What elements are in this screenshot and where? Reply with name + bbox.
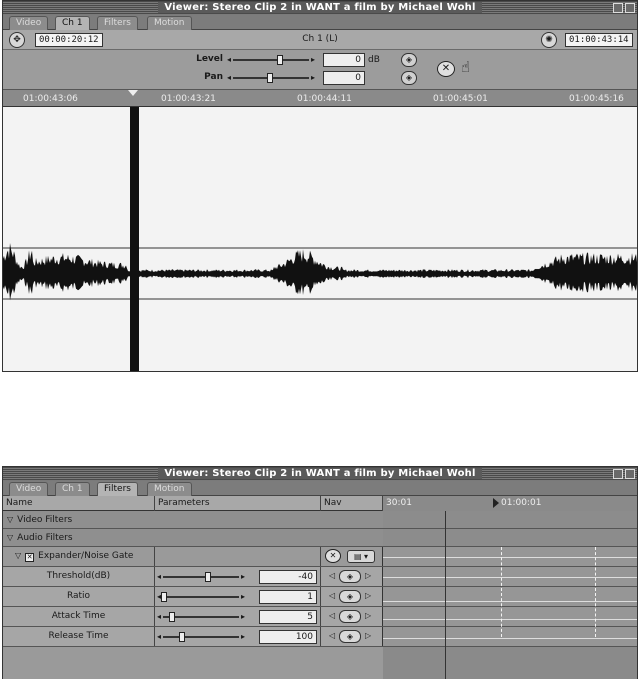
release-time-value-field[interactable]: 100 <box>259 630 317 644</box>
tab-video[interactable]: Video <box>9 482 48 496</box>
ruler-tick: 01:00:43:21 <box>161 94 216 104</box>
attack-time-value-field[interactable]: 5 <box>259 610 317 624</box>
out-point-marker <box>595 547 596 637</box>
ruler-tick: 01:00:45:16 <box>569 94 624 104</box>
channel-control-bar <box>3 30 637 50</box>
release-time-slider[interactable]: ◂ ▸ <box>157 632 245 641</box>
bottom-viewer-window <box>2 466 638 679</box>
level-slider[interactable] <box>227 54 315 66</box>
pan-increase-arrow[interactable]: ▸ <box>310 73 315 82</box>
parameter-name: Attack Time <box>3 607 155 626</box>
threshold-slider-thumb[interactable] <box>205 572 211 582</box>
level-decrease-arrow[interactable]: ◂ <box>227 55 232 64</box>
collapse-box-icon[interactable] <box>625 469 635 479</box>
top-viewer-titlebar[interactable] <box>3 1 637 15</box>
pan-label: Pan <box>204 72 223 82</box>
clock-icon: ✺ <box>541 32 557 48</box>
tab-filters[interactable]: Filters <box>97 482 138 496</box>
reset-filter-button[interactable]: ✕ <box>325 549 341 563</box>
timeline-tick: 01:00:01 <box>501 498 542 508</box>
bottom-viewer-titlebar[interactable] <box>3 467 637 481</box>
level-label: Level <box>196 54 223 64</box>
bottom-viewer-title: Viewer: Stereo Clip 2 in WANT a film by Michael Wohl <box>158 468 481 479</box>
level-value-field[interactable]: 0 <box>323 53 365 67</box>
audio-waveform-area[interactable] <box>3 107 637 372</box>
audio-filters-row[interactable] <box>3 529 383 547</box>
column-parameters[interactable]: Parameters <box>155 496 321 511</box>
disclosure-triangle-icon[interactable]: ▽ <box>7 515 14 524</box>
release-time-keyframe-button[interactable]: ◈ <box>339 630 361 643</box>
pan-value-field[interactable]: 0 <box>323 71 365 85</box>
column-nav[interactable]: Nav <box>321 496 383 511</box>
in-point-marker <box>501 547 502 637</box>
pan-keyframe-button[interactable]: ◈ <box>401 71 417 85</box>
attack-time-keyframe-button[interactable]: ◈ <box>339 610 361 623</box>
ratio-value-field[interactable]: 1 <box>259 590 317 604</box>
top-viewer-window <box>2 0 638 372</box>
top-tab-row <box>3 15 637 30</box>
attack-time-slider[interactable]: ◂ ▸ <box>157 612 245 621</box>
level-increase-arrow[interactable]: ▸ <box>310 55 315 64</box>
duration-timecode[interactable]: 00:00:20:12 <box>35 33 103 47</box>
pan-slider[interactable] <box>227 72 315 84</box>
attack-time-slider-thumb[interactable] <box>169 612 175 622</box>
ruler-tick: 01:00:44:11 <box>297 94 352 104</box>
filter-enabled-checkbox[interactable]: ✕ <box>26 553 33 561</box>
level-unit: dB <box>368 55 380 65</box>
filters-column-header <box>3 496 637 511</box>
video-filters-row[interactable] <box>3 511 383 529</box>
playhead-line <box>130 107 139 372</box>
pan-decrease-arrow[interactable]: ◂ <box>227 73 232 82</box>
disclosure-triangle-icon[interactable]: ▽ <box>15 551 22 560</box>
ruler-tick: 01:00:43:06 <box>23 94 78 104</box>
filters-playhead-line[interactable] <box>445 511 446 679</box>
audio-filters-label: Audio Filters <box>17 533 73 543</box>
reset-button[interactable]: ✕ <box>437 61 455 77</box>
tab-filters[interactable]: Filters <box>97 16 138 30</box>
parameter-row: Threshold(dB) ◂ ▸ -40 ◁ ◈ ▷ <box>3 567 383 587</box>
zoom-box-icon[interactable] <box>613 469 623 479</box>
filters-timeline-ruler[interactable] <box>383 496 638 511</box>
ratio-slider[interactable]: ◂ ▸ <box>157 592 245 601</box>
expander-filter-row[interactable] <box>3 547 383 567</box>
filter-name-label: Expander/Noise Gate <box>38 551 134 561</box>
release-time-slider-thumb[interactable] <box>179 632 185 642</box>
bottom-tab-row <box>3 481 637 496</box>
pan-slider-thumb[interactable] <box>267 73 273 83</box>
tab-ch1[interactable]: Ch 1 <box>55 16 90 30</box>
channel-label: Ch 1 (L) <box>302 34 338 44</box>
parameter-row: Release Time ◂ ▸ 100 ◁ ◈ ▷ <box>3 627 383 647</box>
tab-ch1[interactable]: Ch 1 <box>55 482 90 496</box>
parameter-name: Ratio <box>3 587 155 606</box>
parameter-name: Release Time <box>3 627 155 646</box>
threshold-slider[interactable]: ◂ ▸ <box>157 572 245 581</box>
zoom-box-icon[interactable] <box>613 3 623 13</box>
ruler-tick: 01:00:45:01 <box>433 94 488 104</box>
tab-motion[interactable]: Motion <box>147 482 192 496</box>
waveform-graphic <box>3 107 637 372</box>
level-keyframe-button[interactable]: ◈ <box>401 53 417 67</box>
ratio-keyframe-button[interactable]: ◈ <box>339 590 361 603</box>
playhead-marker-icon[interactable] <box>128 90 138 96</box>
filters-keyframe-timeline[interactable] <box>383 511 637 679</box>
drag-hand-icon[interactable]: ✥ <box>9 32 25 48</box>
column-name[interactable]: Name <box>3 496 155 511</box>
filter-menu-button[interactable]: ▤ ▾ <box>347 550 375 563</box>
ratio-slider-thumb[interactable] <box>161 592 167 602</box>
tab-motion[interactable]: Motion <box>147 16 192 30</box>
parameter-row: Attack Time ◂ ▸ 5 ◁ ◈ ▷ <box>3 607 383 627</box>
threshold-keyframe-button[interactable]: ◈ <box>339 570 361 583</box>
timecode-ruler[interactable] <box>3 90 637 107</box>
video-filters-label: Video Filters <box>17 515 73 525</box>
threshold-value-field[interactable]: -40 <box>259 570 317 584</box>
level-slider-thumb[interactable] <box>277 55 283 65</box>
parameter-name: Threshold(dB) <box>3 567 155 586</box>
tab-video[interactable]: Video <box>9 16 48 30</box>
hand-cursor-icon: ☝ <box>461 58 471 76</box>
collapse-box-icon[interactable] <box>625 3 635 13</box>
level-pan-controls <box>3 50 637 90</box>
parameter-row: Ratio ◂ ▸ 1 ◁ ◈ ▷ <box>3 587 383 607</box>
playhead-marker-icon[interactable] <box>493 498 499 508</box>
disclosure-triangle-icon[interactable]: ▽ <box>7 533 14 542</box>
current-timecode[interactable]: 01:00:43:14 <box>565 33 633 47</box>
timeline-tick: 30:01 <box>386 498 412 508</box>
filter-list <box>3 511 383 647</box>
top-viewer-title: Viewer: Stereo Clip 2 in WANT a film by Michael Wohl <box>158 2 481 13</box>
